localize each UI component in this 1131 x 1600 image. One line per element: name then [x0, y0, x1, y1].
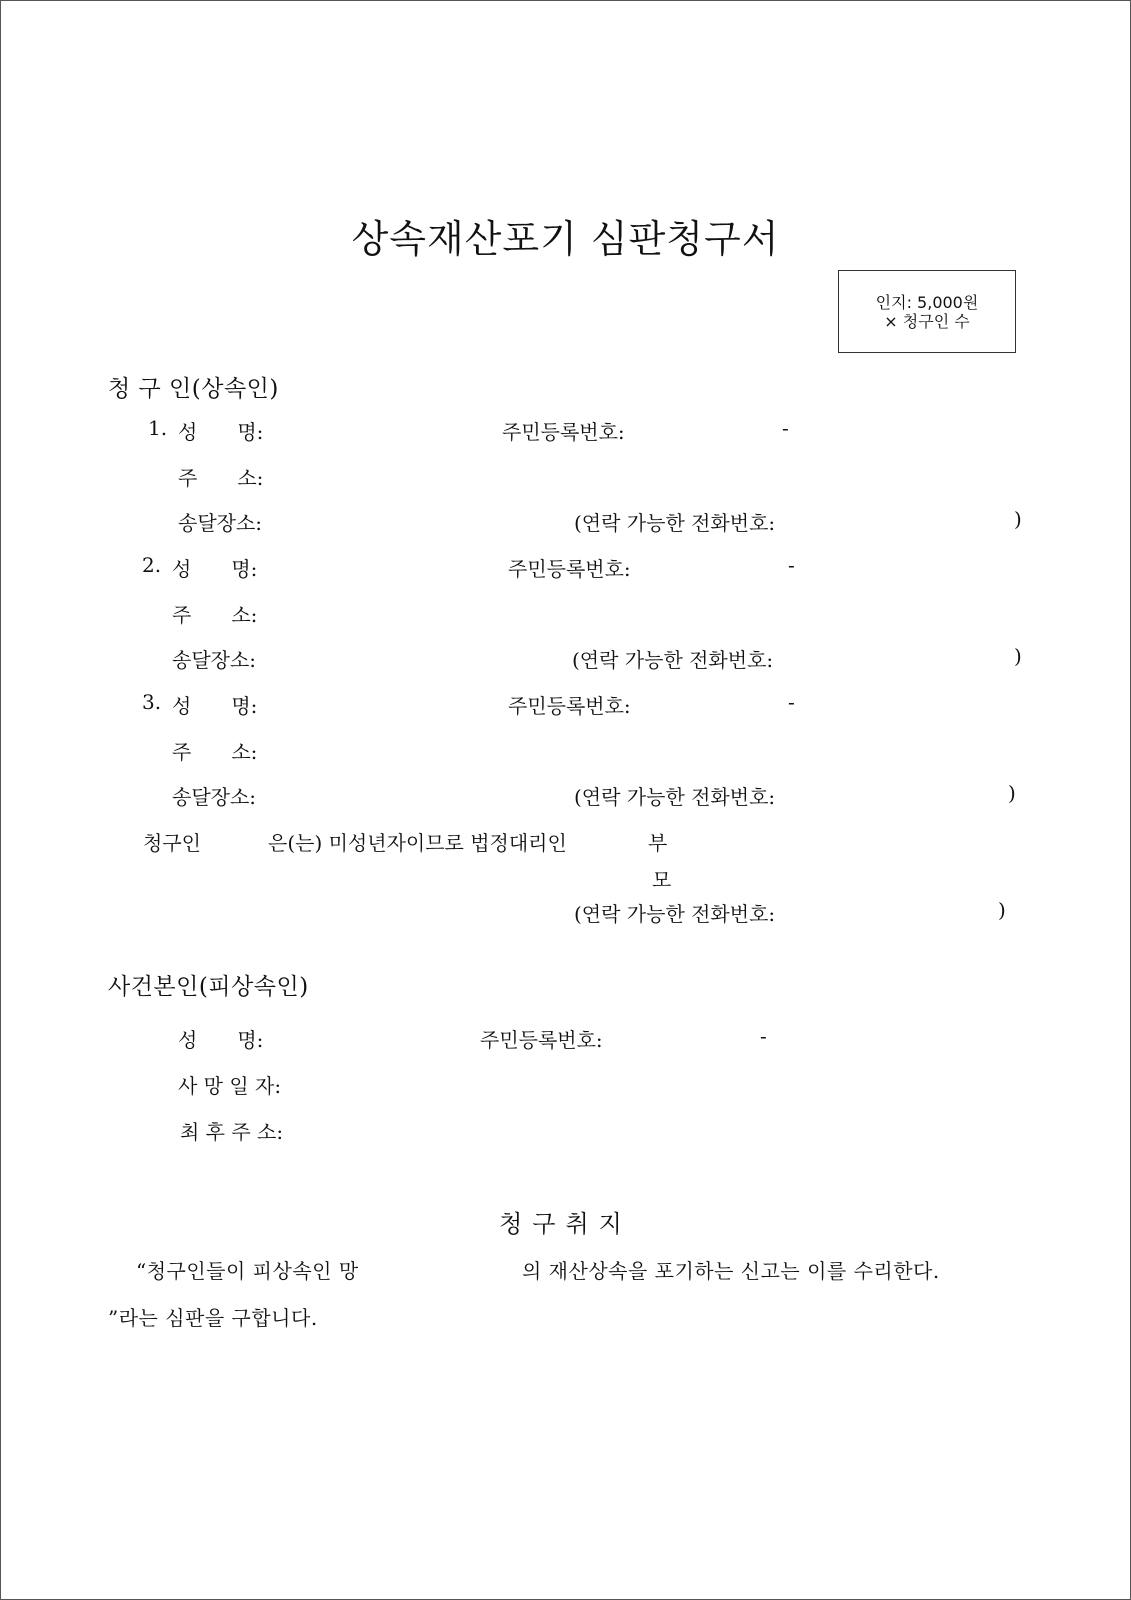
stamp-multiplier-text: × 청구인 수	[884, 311, 970, 331]
purpose-text-part1: “청구인들이 피상속인 망	[136, 1259, 359, 1283]
claimant-2-phone-close: )	[1014, 644, 1022, 668]
claimant-3-number: 3.	[142, 690, 162, 714]
legal-representative-phone-label: (연락 가능한 전화번호:	[574, 902, 776, 926]
claimant-3-resident-number-label: 주민등록번호:	[508, 694, 631, 718]
claimant-3-resident-dash: -	[788, 690, 795, 714]
claimant-2-resident-dash: -	[788, 553, 795, 577]
minor-claimant-label: 청구인	[143, 831, 201, 855]
claimant-2-number: 2.	[142, 553, 162, 577]
claimant-1-address-label: 주 소:	[178, 466, 264, 490]
legal-representative-mother-label: 모	[652, 868, 672, 892]
minor-notice-text: 은(는) 미성년자이므로 법정대리인	[268, 831, 567, 855]
claimant-1-number: 1.	[148, 416, 168, 440]
claimant-3-name-label: 성 명:	[172, 694, 258, 718]
claimant-1-resident-number-label: 주민등록번호:	[502, 420, 625, 444]
legal-representative-father-label: 부	[648, 831, 668, 855]
claimant-2-address-label: 주 소:	[172, 603, 258, 627]
document-title: 상속재산포기 심판청구서	[351, 217, 780, 261]
claimant-2-name-label: 성 명:	[172, 557, 258, 581]
decedent-resident-dash: -	[760, 1024, 767, 1048]
claimant-1-delivery-label: 송달장소:	[178, 511, 263, 535]
purpose-text-line2: ”라는 심판을 구합니다.	[108, 1306, 318, 1330]
legal-representative-phone-close: )	[998, 898, 1006, 922]
claimants-heading: 청 구 인(상속인)	[108, 376, 279, 402]
decedent-resident-number-label: 주민등록번호:	[480, 1028, 603, 1052]
decedent-death-date-label: 사 망 일 자:	[178, 1074, 282, 1098]
purpose-heading: 청구취지	[499, 1210, 632, 1238]
claimant-1-resident-dash: -	[782, 416, 789, 440]
decedent-last-address-label: 최 후 주 소:	[180, 1120, 284, 1144]
claimant-1-phone-close: )	[1014, 507, 1022, 531]
claimant-3-delivery-label: 송달장소:	[172, 785, 257, 809]
claimant-2-phone-label: (연락 가능한 전화번호:	[572, 648, 774, 672]
claimant-1-name-label: 성 명:	[178, 420, 264, 444]
claimant-2-resident-number-label: 주민등록번호:	[508, 557, 631, 581]
claimant-2-delivery-label: 송달장소:	[172, 648, 257, 672]
decedent-heading: 사건본인(피상속인)	[108, 974, 309, 1000]
claimant-3-phone-label: (연락 가능한 전화번호:	[574, 785, 776, 809]
claimant-3-phone-close: )	[1008, 781, 1016, 805]
claimant-1-phone-label: (연락 가능한 전화번호:	[574, 511, 776, 535]
stamp-fee-text: 인지: 5,000원	[875, 292, 979, 312]
revenue-stamp-box	[838, 270, 1016, 353]
decedent-name-label: 성 명:	[178, 1028, 264, 1052]
claimant-3-address-label: 주 소:	[172, 740, 258, 764]
purpose-text-part2: 의 재산상속을 포기하는 신고는 이를 수리한다.	[522, 1259, 940, 1283]
